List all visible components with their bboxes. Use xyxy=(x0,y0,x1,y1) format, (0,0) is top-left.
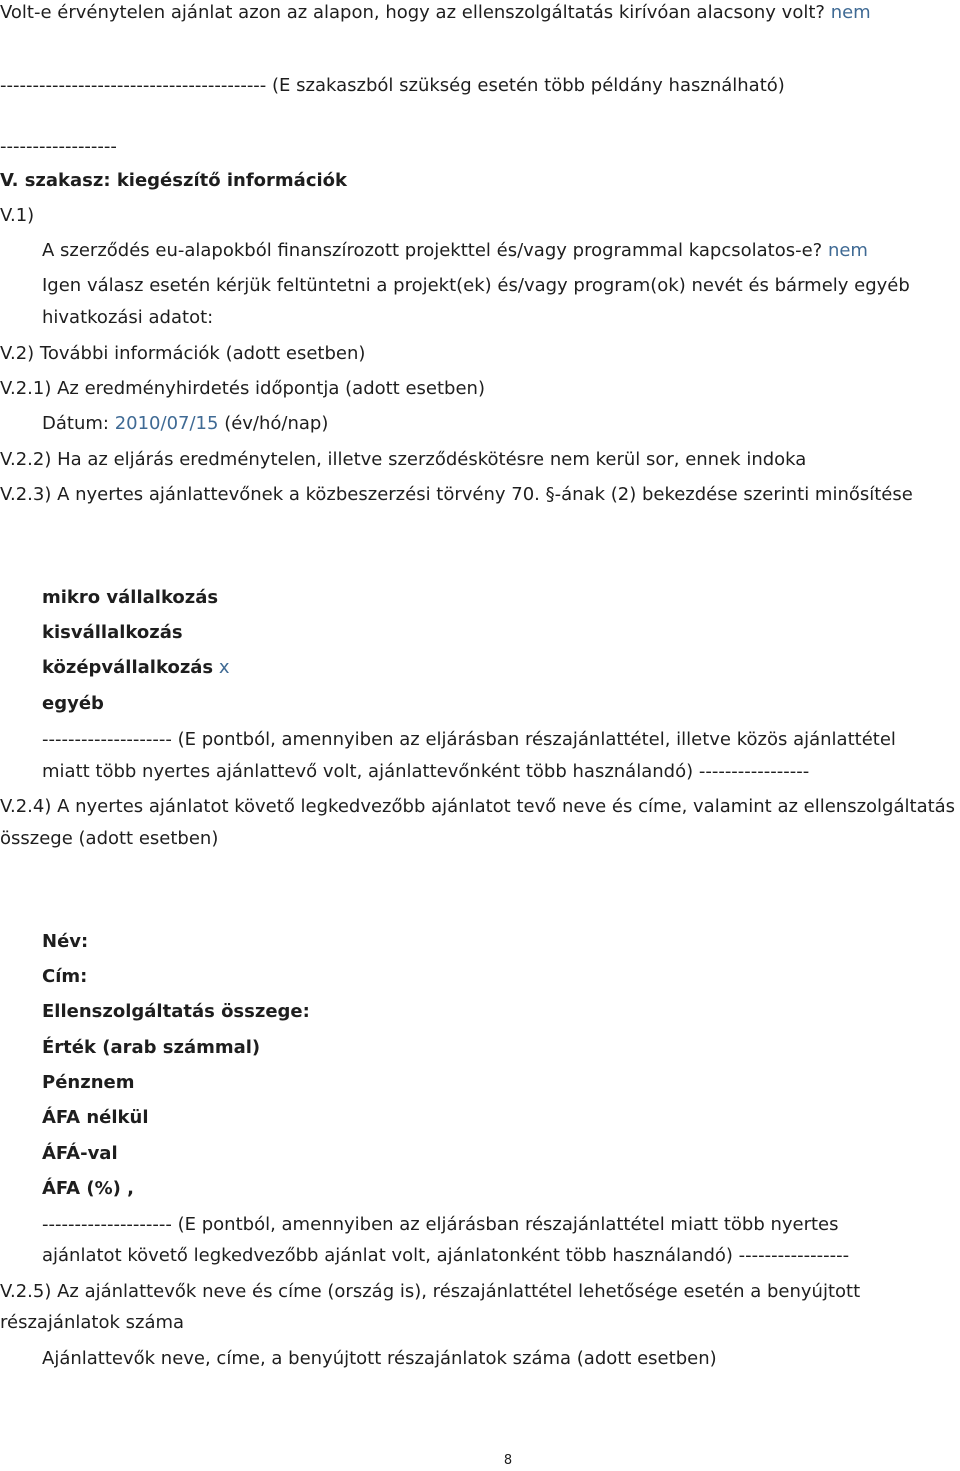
selected-mark: x xyxy=(218,657,230,678)
invalid-offer-question xyxy=(0,0,871,26)
date-format: (év/hó/nap) xyxy=(224,413,329,434)
incl-vat-label: ÁFÁ-val xyxy=(42,1143,118,1164)
v25-detail: Ajánlattevők neve, címe, a benyújtott részajánlatok száma (adott esetben) xyxy=(42,1348,717,1369)
v1-question xyxy=(42,238,868,264)
v24-sep-line2: ajánlatot követő legkedvezőbb ajánlat volt, ajánlatonként több használandó) ----------------- xyxy=(42,1245,850,1266)
question-text: A szerződés eu-alapokból finanszírozott projekttel és/vagy programmal kapcsolatos-e? xyxy=(42,240,823,261)
v23-sep-line2: miatt több nyertes ajánlattevő volt, ajánlattevőnként több használandó) ----------------- xyxy=(42,761,810,782)
v1-number: V.1) xyxy=(0,205,35,226)
v25-title-line2: részajánlatok száma xyxy=(0,1312,185,1333)
vat-percent-label: ÁFA (%) , xyxy=(42,1178,134,1199)
consideration-label: Ellenszolgáltatás összege: xyxy=(42,1001,310,1022)
question-text: Volt-e érvénytelen ajánlat azon az alapon, hogy az ellenszolgáltatás kirívóan alacsony volt? xyxy=(0,2,825,23)
currency-label: Pénznem xyxy=(42,1072,135,1093)
separator-line: ----------------------------------------- (E szakaszból szükség esetén több példány használható) xyxy=(0,75,785,96)
answer-value: nem xyxy=(830,2,871,23)
date-label: Dátum: xyxy=(42,413,109,434)
v22-title: V.2.2) Ha az eljárás eredménytelen, illetve szerződéskötésre nem kerül sor, ennek indoka xyxy=(0,449,807,470)
excl-vat-label: ÁFA nélkül xyxy=(42,1107,149,1128)
v25-title-line1: V.2.5) Az ajánlattevők neve és címe (ország is), részajánlattétel lehetősége esetén a benyújtott xyxy=(0,1281,861,1302)
separator-tail: ------------------ xyxy=(0,136,117,157)
v21-date xyxy=(42,411,328,437)
answer-value: nem xyxy=(827,240,868,261)
name-label: Név: xyxy=(42,931,89,952)
v1-note-line1: Igen válasz esetén kérjük feltüntetni a projekt(ek) és/vagy program(ok) nevét és bármely egyéb xyxy=(42,275,910,296)
v2-title: V.2) További információk (adott esetben) xyxy=(0,343,366,364)
v23-title: V.2.3) A nyertes ajánlattevőnek a közbeszerzési törvény 70. §-ának (2) bekezdése szerinti minősítése xyxy=(0,484,913,505)
v21-title: V.2.1) Az eredményhirdetés időpontja (adott esetben) xyxy=(0,378,485,399)
option-medium xyxy=(42,655,230,681)
v24-sep-line1: -------------------- (E pontból, amennyiben az eljárásban részajánlattétel miatt több nyertes xyxy=(42,1214,839,1235)
page-number: 8 xyxy=(503,1453,513,1468)
v24-title-line1: V.2.4) A nyertes ajánlatot követő legkedvezőbb ajánlatot tevő neve és címe, valamint az ellenszolgáltatás xyxy=(0,796,956,817)
v23-sep-line1: -------------------- (E pontból, amennyiben az eljárásban részajánlattétel, illetve közös ajánlattétel xyxy=(42,729,896,750)
address-label: Cím: xyxy=(42,966,88,987)
option-label: középvállalkozás xyxy=(42,657,214,678)
date-value: 2010/07/15 xyxy=(114,413,219,434)
option-other: egyéb xyxy=(42,693,104,714)
v1-note-line2: hivatkozási adatot: xyxy=(42,307,214,328)
section-heading: V. szakasz: kiegészítő információk xyxy=(0,170,348,191)
value-label: Érték (arab számmal) xyxy=(42,1037,261,1058)
option-small: kisvállalkozás xyxy=(42,622,183,643)
v24-title-line2: összege (adott esetben) xyxy=(0,828,219,849)
option-micro: mikro vállalkozás xyxy=(42,587,219,608)
